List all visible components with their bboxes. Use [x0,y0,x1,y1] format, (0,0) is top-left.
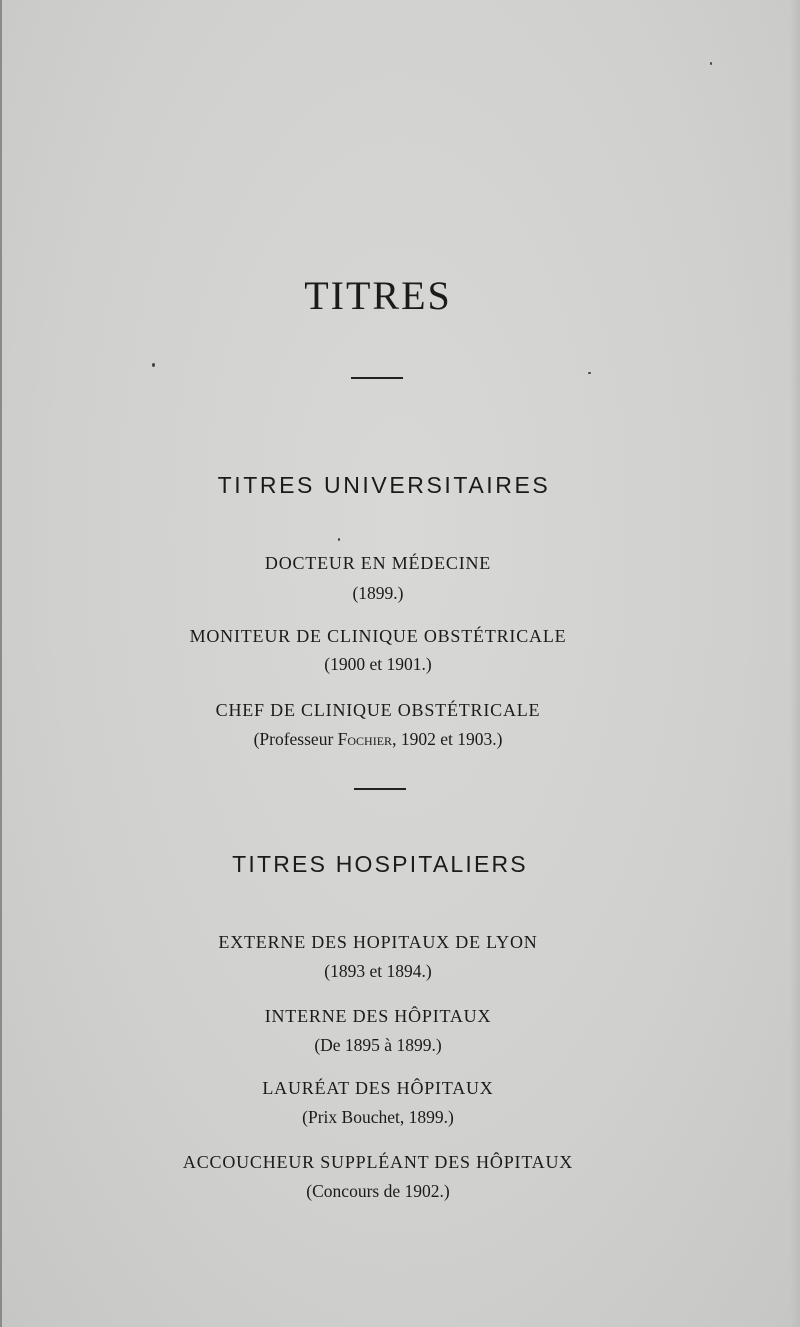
entry-date-laureat: (Prix Bouchet, 1899.) [302,1107,454,1127]
paper-speck [338,538,340,541]
section-heading-universitaires: TITRES UNIVERSITAIRES [217,472,551,498]
entry-date-chef-prefix: (Professeur [253,729,338,749]
entry-title-laureat: LAURÉAT DES HÔPITAUX [262,1078,494,1098]
entry-date-interne: (De 1895 à 1899.) [314,1035,442,1055]
entry-title-externe: EXTERNE DES HOPITAUX DE LYON [218,932,538,952]
divider-rule [354,788,406,790]
paper-speck [710,62,712,65]
page-title: TITRES [304,273,452,318]
entry-date-chef-suffix: , 1902 et 1903.) [392,729,503,749]
entry-title-docteur: DOCTEUR EN MÉDECINE [264,553,492,573]
entry-date-externe: (1893 et 1894.) [324,961,432,981]
entry-title-moniteur: MONITEUR DE CLINIQUE OBSTÉTRICALE [189,626,567,646]
entry-title-interne: INTERNE DES HÔPITAUX [264,1006,492,1026]
divider-rule [351,377,403,379]
paper-speck [152,363,155,367]
entry-date-chef [0,729,756,750]
entry-title-chef: CHEF DE CLINIQUE OBSTÉTRICALE [215,700,541,720]
entry-title-accoucheur: ACCOUCHEUR SUPPLÉANT DES HÔPITAUX [182,1152,574,1172]
entry-date-accoucheur: (Concours de 1902.) [306,1181,450,1201]
paper-speck [588,372,591,374]
entry-date-chef-name: Fochier [337,729,393,749]
section-heading-hospitaliers: TITRES HOSPITALIERS [232,851,528,877]
entry-date-moniteur: (1900 et 1901.) [324,654,432,674]
entry-date-docteur: (1899.) [352,583,404,603]
